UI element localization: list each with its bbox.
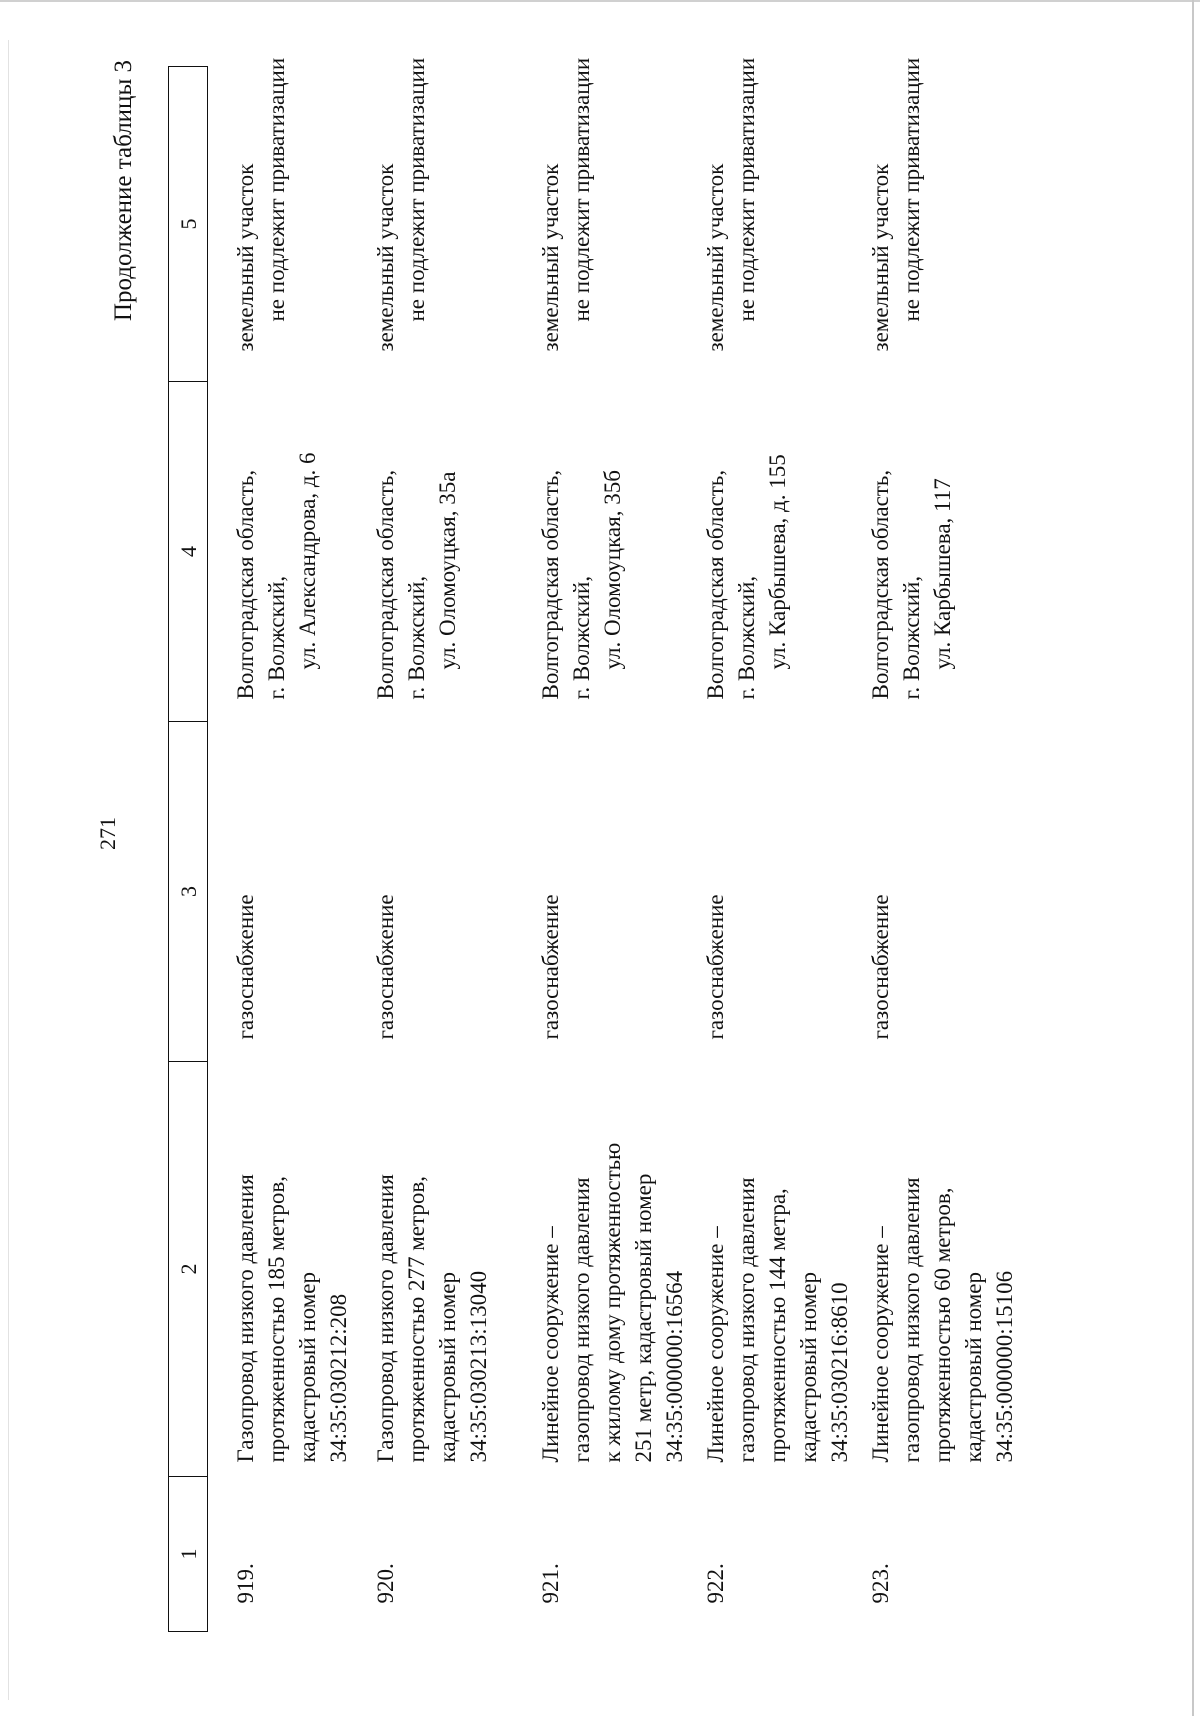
table-row	[865, 67, 1030, 1632]
column-header-5: 5	[169, 67, 208, 382]
object-description	[700, 1062, 865, 1477]
note-line: земельный участок	[373, 163, 398, 352]
object-line: Линейное сооружение –	[703, 1226, 728, 1463]
purpose: газоснабжение	[373, 894, 398, 1040]
address-line: ул. Оломоуцкая, 35б	[600, 470, 625, 670]
address-line: Волгоградская область,	[538, 469, 563, 700]
purpose: газоснабжение	[703, 894, 728, 1040]
address	[865, 382, 1030, 722]
note-line: не подлежит приватизации	[899, 57, 924, 322]
note-line: земельный участок	[703, 163, 728, 352]
address-line: ул. Карбышева, д. 155	[765, 454, 790, 670]
purpose: газоснабжение	[233, 894, 258, 1040]
object-line: протяженностью 60 метров,	[930, 1187, 955, 1463]
object-line: Линейное сооружение –	[538, 1226, 563, 1463]
address-line: Волгоградская область,	[868, 469, 893, 700]
note	[370, 57, 535, 382]
object-line: протяженностью 277 метров,	[404, 1176, 429, 1463]
rotated-document-page	[95, 30, 1125, 1640]
address-line: г. Волжский,	[569, 575, 594, 700]
column-header-3: 3	[169, 722, 208, 1062]
row-number: 922.	[703, 1563, 728, 1604]
scan-edge-left	[8, 40, 9, 1700]
object-line: Газопровод низкого давления	[233, 1174, 258, 1463]
object-line: кадастровый номер	[295, 1272, 320, 1463]
table-header-row	[169, 67, 208, 1632]
address-line: ул. Оломоуцкая, 35а	[435, 471, 460, 670]
row-number: 920.	[373, 1563, 398, 1604]
note-line: не подлежит приватизации	[569, 57, 594, 322]
table-row	[700, 67, 865, 1632]
scan-edge-right	[1192, 0, 1194, 1716]
address-line: Волгоградская область,	[703, 469, 728, 700]
object-line: газопровод низкого давления	[734, 1177, 759, 1463]
object-line: 34:35:000000:16564	[662, 1270, 687, 1463]
address	[535, 382, 700, 722]
object-line: Газопровод низкого давления	[373, 1174, 398, 1463]
address-line: г. Волжский,	[264, 575, 289, 700]
address	[700, 382, 865, 722]
note	[535, 57, 700, 382]
note-line: не подлежит приватизации	[264, 57, 289, 322]
note-line: не подлежит приватизации	[404, 57, 429, 322]
note	[208, 57, 371, 382]
note-line: земельный участок	[538, 163, 563, 352]
scan-edge-top	[0, 0, 1200, 2]
object-line: протяженностью 144 метра,	[765, 1188, 790, 1463]
purpose: газоснабжение	[538, 894, 563, 1040]
property-registry-table	[168, 57, 1030, 1632]
object-line: 34:35:000000:15106	[992, 1270, 1017, 1463]
row-number: 923.	[868, 1563, 893, 1604]
table-continuation-label: Продолжение таблицы 3	[110, 60, 137, 322]
address-line: Волгоградская область,	[233, 469, 258, 700]
object-description	[865, 1062, 1030, 1477]
object-description	[208, 1062, 371, 1477]
address-line: г. Волжский,	[899, 575, 924, 700]
object-description	[535, 1062, 700, 1477]
column-header-1: 1	[169, 1477, 208, 1632]
note-line: не подлежит приватизации	[734, 57, 759, 322]
object-line: газопровод низкого давления	[899, 1177, 924, 1463]
column-header-2: 2	[169, 1062, 208, 1477]
address-line: Волгоградская область,	[373, 469, 398, 700]
address-line: г. Волжский,	[404, 575, 429, 700]
object-line: кадастровый номер	[961, 1272, 986, 1463]
object-line: к жилому дому протяженностью	[600, 1142, 625, 1463]
note-line: земельный участок	[233, 163, 258, 352]
object-line: 251 метр, кадастровый номер	[631, 1173, 656, 1463]
object-line: 34:35:030212:208	[326, 1293, 351, 1463]
table-row	[535, 67, 700, 1632]
object-line: Линейное сооружение –	[868, 1226, 893, 1463]
object-line: 34:35:030216:8610	[827, 1282, 852, 1463]
row-number: 919.	[233, 1563, 258, 1604]
table-row	[370, 67, 535, 1632]
column-header-4: 4	[169, 382, 208, 722]
page-number: 271	[95, 817, 120, 850]
object-line: газопровод низкого давления	[569, 1177, 594, 1463]
address	[370, 382, 535, 722]
purpose: газоснабжение	[868, 894, 893, 1040]
address-line: ул. Александрова, д. 6	[295, 452, 320, 670]
row-number: 921.	[538, 1563, 563, 1604]
note-line: земельный участок	[868, 163, 893, 352]
note	[865, 57, 1030, 382]
object-line: протяженностью 185 метров,	[264, 1176, 289, 1463]
object-line: 34:35:030213:13040	[466, 1270, 491, 1463]
object-line: кадастровый номер	[435, 1272, 460, 1463]
address-line: ул. Карбышева, 117	[930, 478, 955, 670]
object-line: кадастровый номер	[796, 1272, 821, 1463]
table-row	[208, 67, 371, 1632]
object-description	[370, 1062, 535, 1477]
note	[700, 57, 865, 382]
address-line: г. Волжский,	[734, 575, 759, 700]
address	[208, 382, 371, 722]
